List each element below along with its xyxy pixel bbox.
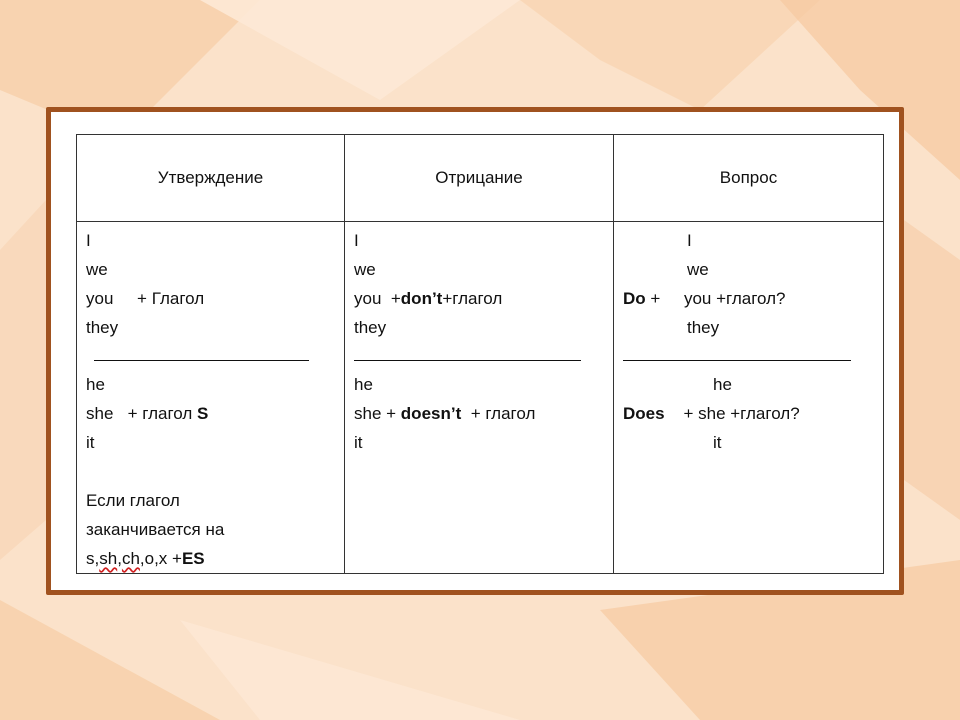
header-question: Вопрос (614, 135, 884, 222)
text-line: he (86, 375, 105, 394)
table-header-row (77, 135, 884, 222)
negative-cell (345, 222, 614, 574)
text-line: I (687, 231, 692, 250)
text-line: it (86, 433, 95, 452)
text-line: she + doesn’t + глагол (354, 404, 536, 423)
separator-line (623, 360, 851, 361)
text-line: they (86, 318, 119, 337)
separator-line (94, 360, 309, 361)
affirmative-cell (77, 222, 345, 574)
text-line: we (354, 260, 376, 279)
text-line: she + глагол S (86, 404, 209, 423)
text-line: we (687, 260, 709, 279)
separator-line (354, 360, 581, 361)
text-line: he (354, 375, 373, 394)
text-line: you +don’t+глагол (354, 289, 503, 308)
text-line: I (86, 231, 91, 250)
header-negative: Отрицание (345, 135, 614, 222)
rule-note-line: заканчивается на (86, 520, 225, 539)
text-line: they (687, 318, 720, 337)
text-line: we (86, 260, 108, 279)
header-affirmative: Утверждение (77, 135, 345, 222)
table-row (77, 222, 884, 574)
text-line: it (713, 433, 722, 452)
text-line: he (713, 375, 732, 394)
rule-note-line: s,sh,ch,o,x +ES (86, 549, 205, 568)
grammar-table (76, 134, 884, 574)
text-line: it (354, 433, 363, 452)
content-frame (46, 107, 904, 595)
text-line: I (354, 231, 359, 250)
rule-note-line: Если глагол (86, 491, 180, 510)
text-line: Do + you +глагол? (623, 289, 786, 308)
question-cell (614, 222, 884, 574)
text-line: Does + she +глагол? (623, 404, 800, 423)
text-line: they (354, 318, 387, 337)
text-line: you + Глагол (86, 289, 205, 308)
